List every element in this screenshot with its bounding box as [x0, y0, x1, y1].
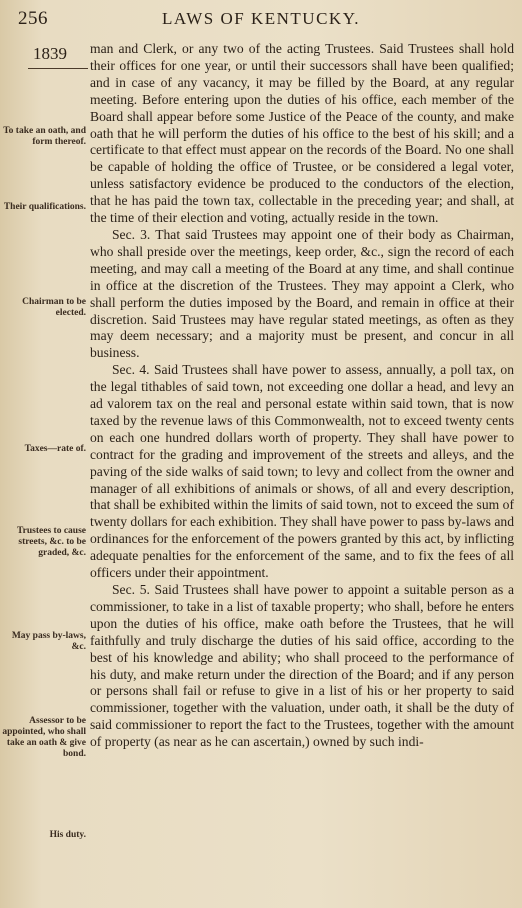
margin-note-assessor: Assessor to be appointed, who shall take an oath & give bond. [2, 716, 86, 759]
paragraph: man and Clerk, or any two of the acting Trustees. Said Trustees shall hold their offices for one year, or until their successors shall have been qualified; and in case of any vacancy, it may be filled by the Board, at any regular meeting. Before entering upon the duties of his office, each member of the Board shall appear before some Justice of the Peace of the county, and make oath that he will perform the duties of his office to the best of his skill; and a certificate to that effect must appear on the records of the Board. No one shall be capable of holding the office of Trustee, or be considered a legal voter, unless satisfactory evidence be produced to the conductors of the election, that he has paid the town tax, collectable in the preceding year; and shall, at the time of their election and voting, actually reside in the town. [90, 41, 514, 226]
margin-note-duty: His duty. [49, 830, 86, 840]
margin-note-qualifications: Their qualifications. [3, 202, 86, 212]
margin-note-chairman: Chairman to be elected. [22, 297, 86, 318]
margin-note-streets: Trustees to cause streets, &c. to be graded, &c. [17, 526, 86, 558]
page-number: 256 [18, 8, 48, 29]
margin-note-oath: To take an oath, and form thereof. [3, 126, 86, 147]
year-label: 1839 [33, 44, 67, 63]
page-header [10, 6, 512, 32]
running-head: LAWS OF KENTUCKY. [161, 9, 361, 28]
body-text [90, 41, 514, 751]
year-rule [28, 68, 88, 69]
paragraph-sec-5: Sec. 5. Said Trustees shall have power to appoint a suitable person as a commissioner, to take in a list of taxable property; who shall, before he enters upon the duties of his office, make oath before the Trustees, that he will faithfully and truly discharge the duties of his said office, according to the best of his knowledge and ability; who shall proceed to the performance of his duty, and make return under the direction of the Board; and if any person or persons shall fail or refuse to give in a list of his or her property to said commissioner, together with the valuation, under oath, it shall be the duty of said commissioner to report the fact to the Trustees, together with the amount of property (as near as he can ascertain,) owned by such indi- [90, 582, 514, 750]
paragraph-sec-4: Sec. 4. Said Trustees shall have power to assess, annually, a poll tax, on the legal tithables of said town, not exceeding one dollar a head, and levy an ad valorem tax on the real and personal estate within said town, that is now taxed by the revenue laws of this Commonwealth, not to exceed twenty cents on each one hundred dollars worth of property. They shall have power to contract for the grading and improvement of the streets and alleys, and the paving of the side walks of said town; to levy and collect from the owner and manager of all exhibitions of animals or shows, of all and every description, that shall be exhibited within the limits of said town, not to exceed the sum of twenty dollars for each exhibition. They shall have power to pass by-laws and ordinances for the enforcement of the powers granted by this act, by inflicting adequate penalties for the enforcement of the same, and to fix the fees of all officers under their appointment. [90, 362, 514, 581]
margin-note-taxes: Taxes—rate of. [24, 444, 86, 454]
paragraph-sec-3: Sec. 3. That said Trustees may appoint one of their body as Chairman, who shall preside over the meetings, keep order, &c., sign the record of each meeting, and may call a meeting of the Board at any time, and shall continue in office at the discretion of the Trustees. They may appoint a Clerk, who shall perform the duties imposed by the Board, and remain in office at their discretion. Said Trustees may have regular stated meetings, as often as they may deem necessary; and a majority must be present, and concur in all business. [90, 226, 514, 361]
margin-note-bylaws: May pass by-laws, &c. [11, 631, 86, 652]
